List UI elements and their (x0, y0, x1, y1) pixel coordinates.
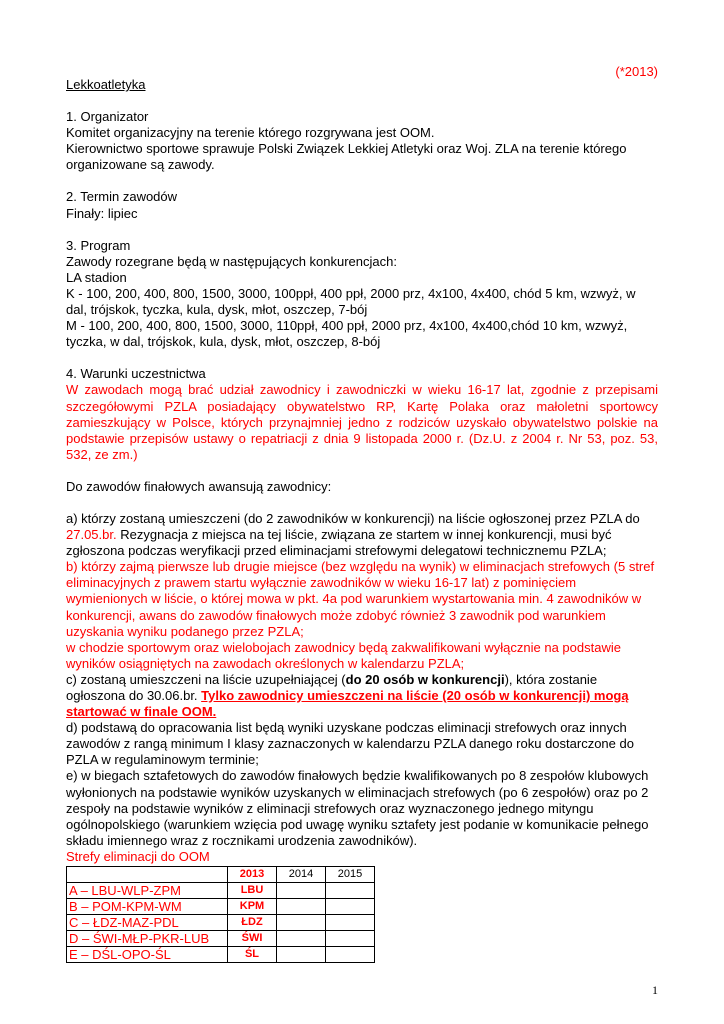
zone-cell-empty (326, 931, 375, 947)
condition-c-text1: c) zostaną umieszczeni na liście uzupełniającej ( (66, 671, 346, 687)
section-program-line2: LA stadion (66, 269, 127, 285)
zone-row (67, 931, 375, 947)
section-organizer-line1: Komitet organizacyjny na terenie którego rozgrywana jest OOM. (66, 125, 435, 141)
zones-header-year: 2014 (277, 867, 326, 883)
zone-cell-empty (326, 899, 375, 915)
condition-e: e) w biegach sztafetowych do zawodów finałowych będzie kwalifikowanych po 8 zespołów klubowych wyłonionych na podstawie wyników uzyskanych w eliminacjach strefowych (po 6 zespołów) oraz po 2 zespoły na podstawie wyników z eliminacji strefowych oraz wyznaczonego jednego mityngu ogólnopolskiego (warunkiem wzięcia pod uwagę wyniku sztafety jest podanie w komunikacie pełnego składu imiennego wraz z rocznikami urodzenia zawodników). (66, 768, 649, 848)
zone-name: C – ŁDZ-MAZ-PDL (67, 915, 228, 931)
zones-table (66, 866, 375, 963)
advance-intro: Do zawodów finałowych awansują zawodnicy: (66, 478, 332, 494)
document-body (66, 62, 658, 963)
condition-c-emphasis: Tylko zawodnicy umieszczeni na liście (20 osób w konkurencji) mogą startować w finale OOM. (66, 688, 629, 720)
section-date-heading: 2. Termin zawodów (66, 189, 178, 205)
condition-a (66, 511, 658, 559)
condition-c-text2: ), która zostanie ogłoszona do 30.06.br. (66, 671, 598, 703)
condition-a-date: 27.05.br. (66, 527, 117, 543)
year-tag: (*2013) (615, 64, 658, 79)
zone-cell-empty (277, 947, 326, 963)
zone-cell-empty (277, 899, 326, 915)
zones-header-row (67, 867, 375, 883)
program-women-events: K - 100, 200, 400, 800, 1500, 3000, 100ppł, 400 ppł, 2000 prz, 4x100, 4x400, chód 5 km, wzwyż, w dal, trójskok, tyczka, kula, dysk, młot, oszczep, 7-bój (66, 285, 636, 318)
section-program-line1: Zawody rozegrane będą w następujących konkurencjach: (66, 253, 397, 269)
zone-host-code: ŚWI (228, 931, 277, 947)
condition-b: b) którzy zajmą pierwsze lub drugie miejsce (bez względu na wynik) w eliminacjach strefowych (5 stref eliminacyjnych z prawem startu wyłącznie zawodników w wieku 16-17 lat) z pominięciem wymienionych w liście, o której mowa w pkt. 4a pod warunkiem wystartowania min. 4 zawodników w konkurencji, awans do zawodów finałowych może zdobyć również 3 zawodnik pod warunkiem uzyskania wyniku podanego przez PZLA; (66, 559, 655, 639)
zone-row (67, 899, 375, 915)
condition-multievents: w chodzie sportowym oraz wielobojach zawodnicy będą zakwalifikowani wyłącznie na podstawie wyników osiągniętych na zawodach określonych w kalendarzu PZLA; (66, 639, 621, 671)
section-organizer-heading: 1. Organizator (66, 109, 149, 125)
condition-c (66, 672, 658, 720)
zone-cell-empty (326, 915, 375, 931)
zone-host-code: LBU (228, 883, 277, 899)
section-conditions-heading: 4. Warunki uczestnictwa (66, 366, 206, 382)
zone-row (67, 947, 375, 963)
section-date-line1: Finały: lipiec (66, 205, 138, 221)
zones-heading: Strefy eliminacji do OOM (66, 848, 210, 864)
zone-name: D – ŚWI-MŁP-PKR-LUB (67, 931, 228, 947)
eligibility-paragraph: W zawodach mogą brać udział zawodnicy i zawodniczki w wieku 16-17 lat, zgodnie z przepisami szczegółowymi PZLA posiadający obywatelstwo RP, Kartę Polaka oraz małoletni sportowcy zamieszkujący w Polsce, których przynajmniej jedno z rodziców uzyskało obywatelstwo polskie na podstawie przepisów ustawy o repatriacji z dnia 9 listopada 2000 r. (Dz.U. z 2004 r. Nr 53, poz. 53, 532, ze zm.) (66, 382, 658, 462)
zone-name: E – DŚL-OPO-ŚL (67, 947, 228, 963)
zone-cell-empty (277, 931, 326, 947)
zone-row (67, 883, 375, 899)
zone-cell-empty (277, 915, 326, 931)
condition-c-bold: do 20 osób w konkurencji (345, 671, 505, 687)
condition-d: d) podstawą do opracowania list będą wyniki uzyskane podczas eliminacji strefowych oraz innych zawodów z rangą minimum I klasy zaznaczonych w kalendarzu PZLA danego roku dostarczone do PZLA w regulaminowym terminie; (66, 720, 634, 768)
zone-host-code: ŚL (228, 947, 277, 963)
zone-cell-empty (326, 883, 375, 899)
section-organizer-line2: Kierownictwo sportowe sprawuje Polski Związek Lekkiej Atletyki oraz Woj. ZLA na terenie którego organizowane są zawody. (66, 141, 627, 173)
zone-cell-empty (326, 947, 375, 963)
zone-row (67, 915, 375, 931)
zone-host-code: ŁDZ (228, 915, 277, 931)
zones-header-year: 2013 (228, 867, 277, 883)
condition-a-text2: Rezygnacja z miejsca na tej liście, związana ze startem w innej konkurencji, musi być zgłoszona podczas weryfikacji przed eliminacjami strefowymi delegatowi technicznemu PZLA; (66, 527, 612, 559)
page-number: 1 (652, 983, 658, 997)
zone-host-code: KPM (228, 899, 277, 915)
zones-header-year: 2015 (326, 867, 375, 883)
program-men-events: M - 100, 200, 400, 800, 1500, 3000, 110ppł, 400 ppł, 2000 prz, 4x100, 4x400,chód 10 km, wzwyż, tyczka, w dal, trójskok, kula, dysk, młot, oszczep, 8-bój (66, 318, 628, 350)
zone-name: A – LBU-WLP-ZPM (67, 883, 228, 899)
zone-name: B – POM-KPM-WM (67, 899, 228, 915)
zone-cell-empty (277, 883, 326, 899)
zones-header-blank (67, 867, 228, 883)
condition-a-text1: a) którzy zostaną umieszczeni (do 2 zawodników w konkurencji) na liście ogłoszonej przez PZLA do (66, 510, 640, 526)
document-title: Lekkoatletyka (66, 77, 146, 92)
section-program-heading: 3. Program (66, 237, 131, 253)
